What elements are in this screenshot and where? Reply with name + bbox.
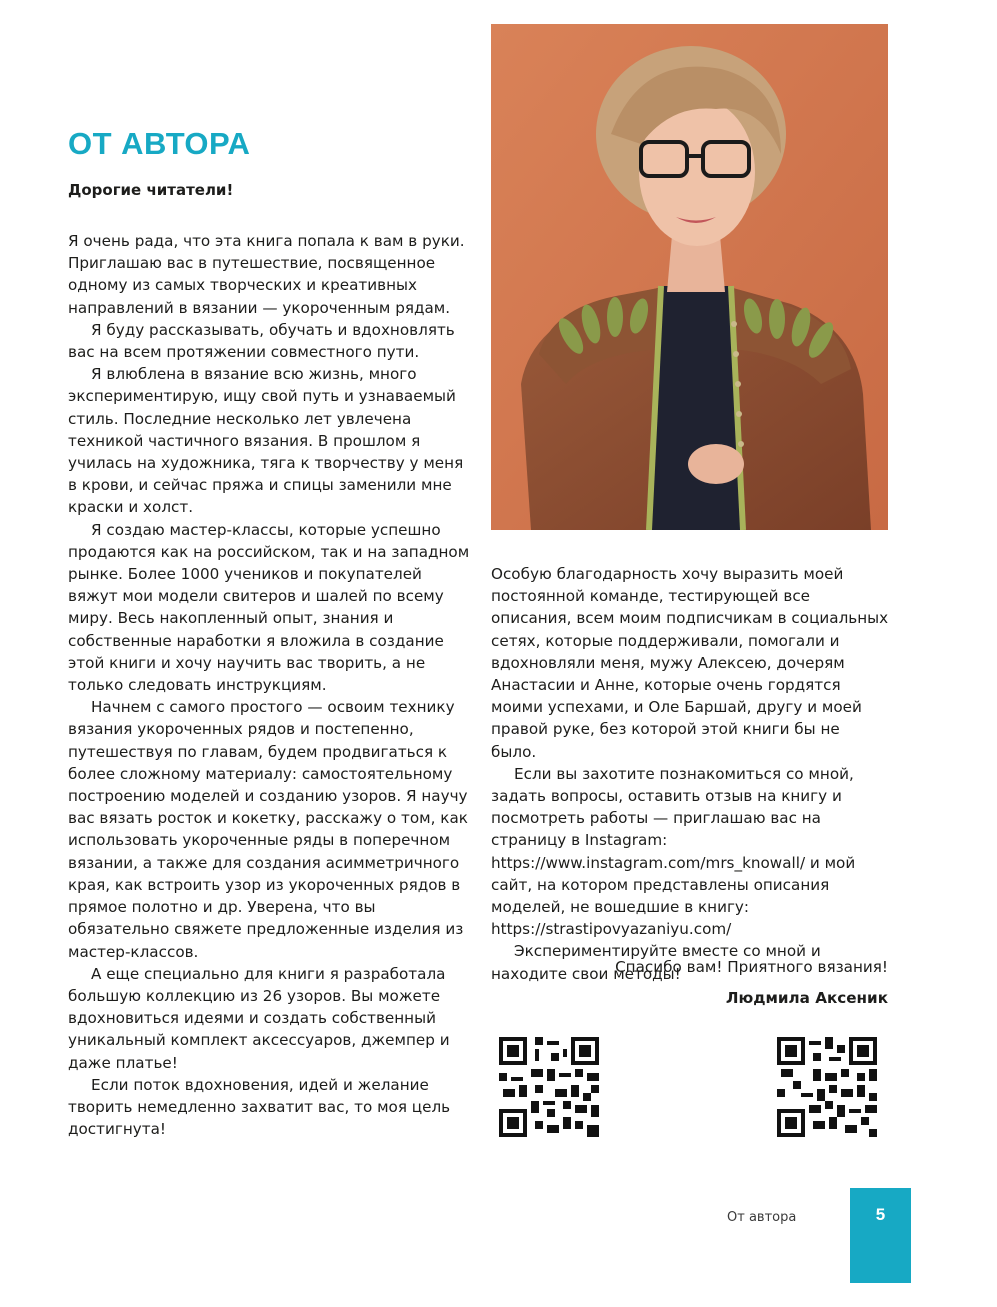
paragraph: Я буду рассказывать, обучать и вдохновлять вас на всем протяжении совместного пути.: [68, 320, 455, 362]
qr-code-icon[interactable]: [777, 1037, 877, 1137]
paragraph: Экспериментируйте вместе со мной и находите свои методы!: [491, 942, 821, 983]
paragraph: Если поток вдохновения, идей и желание творить немедленно захватит вас, то моя цель достигнута!: [68, 1075, 451, 1139]
thanks-line: Спасибо вам! Приятного вязания!: [615, 958, 888, 976]
page-title: ОТ АВТОРА: [68, 126, 251, 161]
page-number: 5: [875, 1205, 886, 1224]
greeting: Дорогие читатели!: [68, 181, 234, 199]
page-number-box: [850, 1188, 911, 1283]
paragraph: Если вы захотите познакомиться со мной, задать вопросы, оставить отзыв на книгу и посмотреть работы — приглашаю вас на страницу в Instagram: https://www.instagram.com/mrs_knowall/ и мой сайт, на котором представлены описания моделей, не вошедшие в книгу: https://strastipovyazaniyu.com/: [491, 764, 856, 939]
paragraph: Начнем с самого простого — освоим технику вязания укороченных рядов и постепенно, путешествуя по главам, будем продвигаться к более сложному материалу: самостоятельному построению моделей и созданию узоров. Я научу вас вязать росток и кокетку, расскажу о том, как использовать укороченные ряды в поперечном вязании, а также для создания асимметричного края, как встроить узор из укороченных рядов в прямое полотно и др. Уверена, что вы обязательно свяжете предложенные изделия из мастер-классов.: [68, 698, 468, 961]
right-column: [491, 563, 889, 985]
author-photo: [491, 24, 888, 530]
paragraph: Особую благодарность хочу выразить моей постоянной команде, тестирующей все описания, всем моим подписчикам в социальных сетях, которые поддерживали, помогали и вдохновляли меня, мужу Алексею, дочерям Анастасии и Анне, которые очень гордятся моими успехами, и Оле Баршай, другу и моей правой руке, без которой этой книги бы не было.: [491, 565, 889, 761]
paragraph: Я влюблена в вязание всю жизнь, много экспериментирую, ищу свой путь и узнаваемый стиль. Последние несколько лет увлечена техникой частичного вязания. В прошлом я училась на художника, тяга к творчеству у меня в крови, и сейчас пряжа и спицы заменили мне краски и холст.: [68, 365, 464, 517]
qr-code-icon[interactable]: [499, 1037, 599, 1137]
paragraph: Я создаю мастер-классы, которые успешно продаются как на российском, так и на западном рынке. Более 1000 учеников и покупателей вяжут мои модели свитеров и шалей по всему миру. Весь накопленный опыт, знания и собственные наработки я вложила в создание этой книги и хочу научить вас творить, а не только следовать инструкциям.: [68, 520, 470, 695]
paragraph: Я очень рада, что эта книга попала к вам в руки. Приглашаю вас в путешествие, посвященное одному из самых творческих и креативных направлений в вязании — укороченным рядам.: [68, 232, 465, 317]
author-signature: Людмила Аксеник: [725, 989, 888, 1007]
paragraph: А еще специально для книги я разработала большую коллекцию из 26 узоров. Вы можете вдохновиться идеями и создать собственный уникальный комплект аксессуаров, джемпер и даже платье!: [68, 964, 450, 1072]
left-column: [68, 230, 470, 1140]
footer-section-label: От автора: [727, 1210, 797, 1225]
